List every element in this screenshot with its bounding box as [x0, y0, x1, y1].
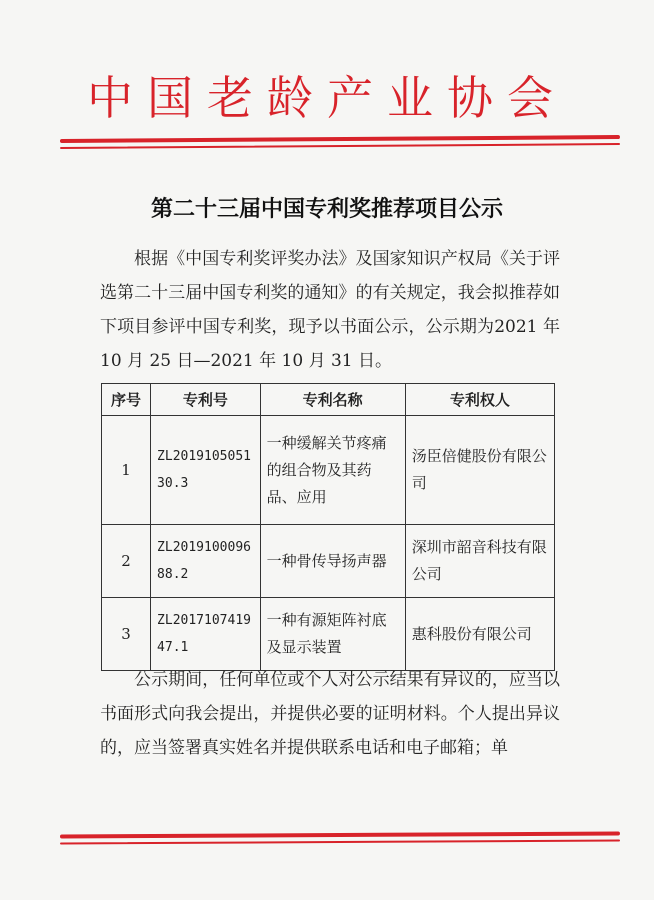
table-row — [102, 416, 555, 525]
header-patent-name: 专利名称 — [260, 384, 405, 416]
table-row — [102, 525, 555, 598]
row-patent-owner: 汤臣倍健股份有限公司 — [405, 416, 554, 525]
intro-text: 根据《中国专利奖评奖办法》及国家知识产权局《关于评选第二十三届中国专利奖的通知》的有关规定，我会拟推荐如下项目参评中国专利奖，现予以书面公示，公示期为2021 年 10 月 25 日—2021 年 10 月 31 日。 — [100, 249, 560, 371]
header-patent-owner: 专利权人 — [405, 384, 554, 416]
row-patent-name: 一种有源矩阵衬底及显示装置 — [260, 598, 405, 671]
row-index: 1 — [102, 416, 151, 525]
row-index: 3 — [102, 598, 151, 671]
table-header-row — [102, 384, 555, 416]
row-patent-name: 一种骨传导扬声器 — [260, 525, 405, 598]
closing-paragraph — [100, 663, 560, 765]
header-red-rule — [60, 135, 620, 149]
row-index: 2 — [102, 525, 151, 598]
intro-paragraph — [100, 242, 560, 378]
row-patent-id: ZL201910009688.2 — [151, 525, 261, 598]
row-patent-owner: 深圳市韶音科技有限公司 — [405, 525, 554, 598]
row-patent-owner: 惠科股份有限公司 — [405, 598, 554, 671]
row-patent-id: ZL201910505130.3 — [151, 416, 261, 525]
header-patent-id: 专利号 — [151, 384, 261, 416]
closing-text: 公示期间，任何单位或个人对公示结果有异议的，应当以书面形式向我会提出，并提供必要的证明材料。个人提出异议的，应当签署真实姓名并提供联系电话和电子邮箱；单 — [100, 670, 560, 758]
header-index: 序号 — [102, 384, 151, 416]
footer-red-rule — [60, 832, 620, 845]
row-patent-id: ZL201710741947.1 — [151, 598, 261, 671]
patent-table — [101, 383, 555, 671]
row-patent-name: 一种缓解关节疼痛的组合物及其药品、应用 — [260, 416, 405, 525]
document-title: 第二十三届中国专利奖推荐项目公示 — [150, 197, 503, 222]
table-row — [102, 598, 555, 671]
organization-masthead: 中国老龄产业协会 — [87, 71, 567, 125]
